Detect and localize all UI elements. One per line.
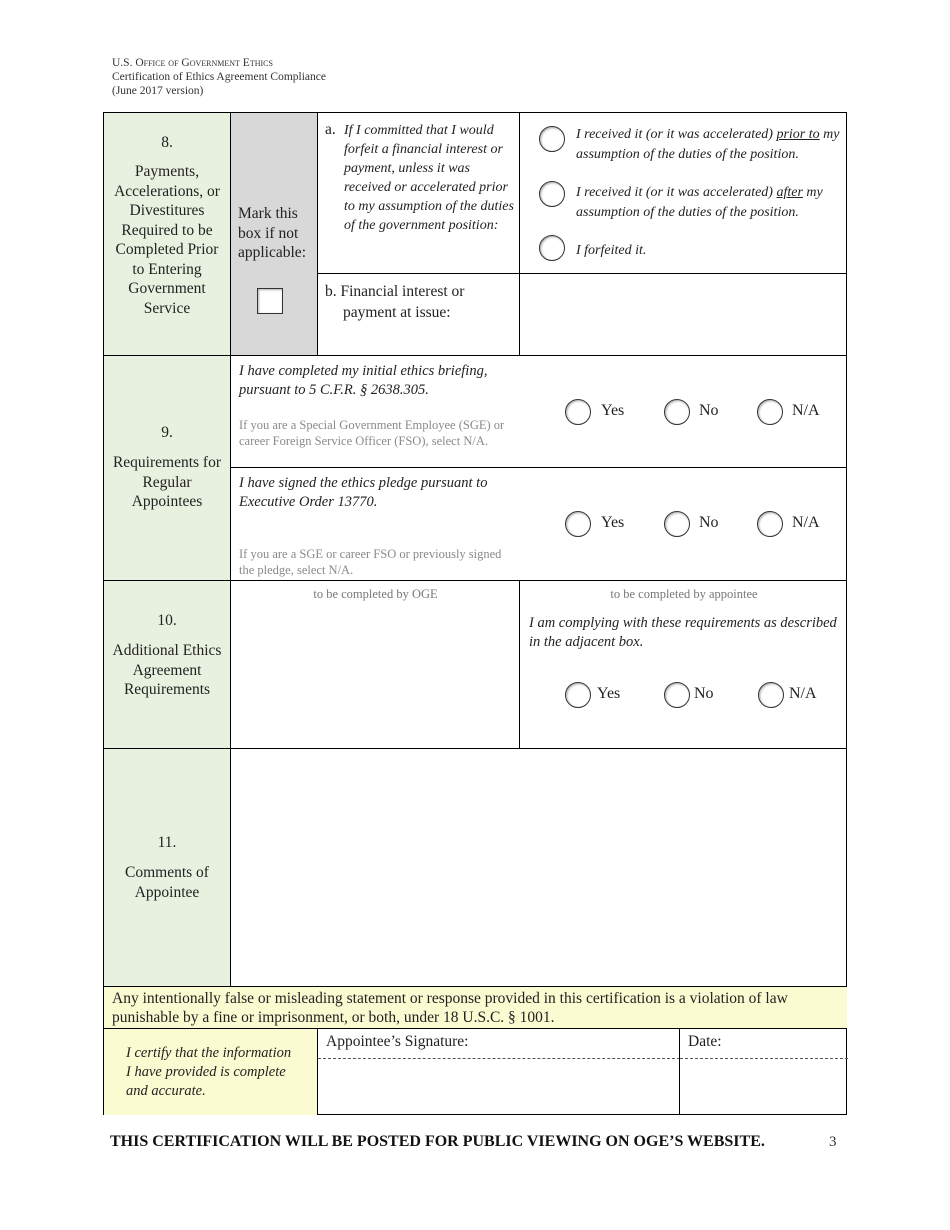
received-after-radio[interactable] (539, 181, 565, 207)
briefing-na-label: N/A (792, 402, 820, 419)
compliance-yes-radio[interactable] (565, 682, 591, 708)
compliance-no-radio[interactable] (664, 682, 690, 708)
section8a-prefix: a. (325, 121, 336, 138)
section8-number: 8. (161, 134, 173, 151)
date-cell (679, 1028, 847, 1115)
section8a-question: If I committed that I would forfeit a financial interest or payment, unless it was received or accelerated prior to my assumption of the duties of the government position: (344, 123, 514, 233)
date-label: Date: (688, 1033, 722, 1050)
form-version: (June 2017 version) (112, 85, 204, 97)
appointee-comments-input[interactable] (230, 748, 847, 986)
financial-interest-input[interactable] (519, 273, 847, 355)
section11-title: Comments of Appointee (125, 864, 209, 901)
certification-cell (104, 1028, 317, 1115)
section8-title: Payments, Accelerations, or Divestitures Required to be Completed Prior to Entering Government Service (114, 163, 220, 317)
ethics-briefing-options (519, 355, 847, 467)
received-prior-radio[interactable] (539, 126, 565, 152)
oge-requirements-cell (230, 580, 519, 748)
pledge-na-radio[interactable] (757, 511, 783, 537)
section11-label-cell (104, 748, 230, 986)
ethics-briefing-note: If you are a Special Government Employee (SGE) or career Foreign Service Officer (FSO), select N/A. (239, 418, 505, 448)
ethics-pledge-note: If you are a SGE or career FSO or previously signed the pledge, select N/A. (239, 547, 502, 577)
section9-label-cell (104, 355, 230, 580)
forfeited-radio[interactable] (539, 235, 565, 261)
ethics-pledge-options (519, 467, 847, 580)
public-posting-notice: THIS CERTIFICATION WILL BE POSTED FOR PUBLIC VIEWING ON OGE’S WEBSITE. (110, 1133, 765, 1150)
signature-input[interactable] (318, 1058, 680, 1115)
compliance-no-label: No (694, 685, 714, 702)
forfeited-label: I forfeited it. (576, 243, 647, 258)
oge-completion-label: to be completed by OGE (313, 587, 438, 601)
pledge-yes-radio[interactable] (565, 511, 591, 537)
signature-label: Appointee’s Signature: (326, 1033, 469, 1050)
section8b-label-cell (317, 273, 519, 355)
section8a-options-cell (519, 113, 847, 273)
section8-label-cell (104, 113, 230, 355)
certification-text: I certify that the information I have provided is complete and accurate. (126, 1045, 292, 1099)
received-after-label: I received it (or it was accelerated) after my assumption of the duties of the position. (576, 185, 823, 220)
section8a-question-cell (317, 113, 519, 273)
appointee-compliance-cell (519, 580, 847, 748)
pledge-yes-label: Yes (601, 514, 625, 531)
section8-na-cell (230, 113, 317, 355)
section10-number: 10. (157, 612, 177, 629)
signature-cell (317, 1028, 679, 1115)
briefing-yes-label: Yes (601, 402, 625, 419)
ethics-pledge-question: I have signed the ethics pledge pursuant to Executive Order 13770. (239, 475, 488, 510)
page-number: 3 (829, 1134, 837, 1150)
form-table (103, 112, 847, 1115)
section11-number: 11. (157, 834, 177, 851)
section10-label-cell (104, 580, 230, 748)
received-prior-label: I received it (or it was accelerated) prior to my assumption of the duties of the position. (576, 127, 840, 162)
briefing-yes-radio[interactable] (565, 399, 591, 425)
pledge-no-radio[interactable] (664, 511, 690, 537)
compliance-na-label: N/A (789, 685, 817, 702)
false-statement-warning (104, 986, 847, 1028)
ethics-pledge-question-cell (230, 467, 519, 580)
ethics-briefing-question-cell (230, 355, 519, 467)
not-applicable-checkbox[interactable] (257, 288, 283, 314)
pledge-na-label: N/A (792, 514, 820, 531)
section8b-label: b. Financial interest or payment at issue: (325, 283, 465, 321)
briefing-na-radio[interactable] (757, 399, 783, 425)
briefing-no-radio[interactable] (664, 399, 690, 425)
compliance-na-radio[interactable] (758, 682, 784, 708)
section9-number: 9. (161, 424, 173, 441)
ethics-briefing-question: I have completed my initial ethics briefing, pursuant to 5 C.F.R. § 2638.305. (239, 363, 488, 398)
warning-text: Any intentionally false or misleading statement or response provided in this certification is a violation of law punishable by a fine or imprisonment, or both, under 18 U.S.C. § 1001. (112, 990, 788, 1026)
pledge-no-label: No (699, 514, 719, 531)
form-header (112, 56, 512, 98)
date-input[interactable] (680, 1058, 848, 1115)
briefing-no-label: No (699, 402, 719, 419)
appointee-completion-label: to be completed by appointee (610, 587, 758, 601)
mark-not-applicable-label: Mark this box if not applicable: (238, 205, 306, 261)
form-title: Certification of Ethics Agreement Compliance (112, 71, 326, 83)
compliance-statement: I am complying with these requirements as described in the adjacent box. (529, 615, 837, 650)
agency-name: U.S. Office of Government Ethics (112, 57, 273, 69)
section9-title: Requirements for Regular Appointees (112, 454, 222, 510)
compliance-yes-label: Yes (597, 685, 621, 702)
section10-title: Additional Ethics Agreement Requirements (112, 642, 222, 698)
